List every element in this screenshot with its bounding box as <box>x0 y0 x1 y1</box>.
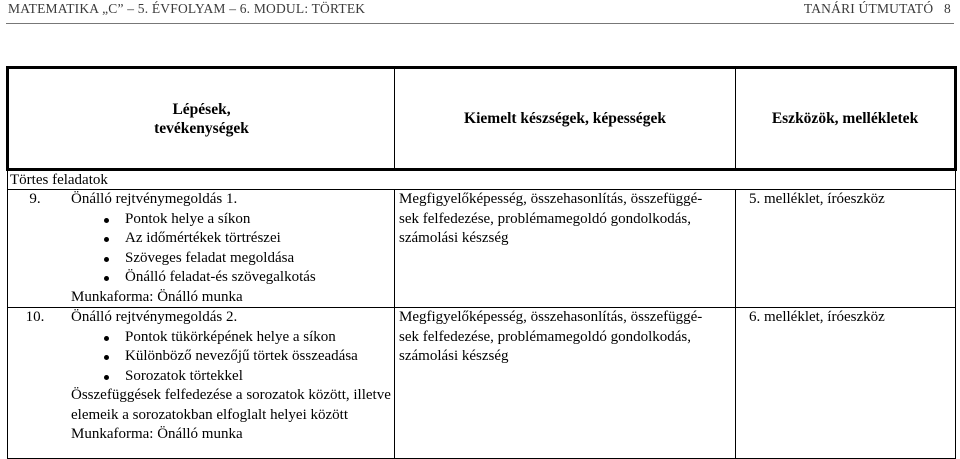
tools-cell: 5. melléklet, íróeszköz <box>736 190 956 308</box>
bullet-icon <box>104 257 109 262</box>
column-header-steps: Lépések, tevékenységek <box>8 68 395 170</box>
column-header-skills: Kiemelt készségek, képességek <box>395 68 736 170</box>
header-rule <box>6 23 954 24</box>
list-item: Sorozatok törtekkel <box>8 367 394 387</box>
table-row <box>8 308 956 459</box>
table-header-row <box>8 68 956 170</box>
task-title: Önálló rejtvénymegoldás 2. <box>71 309 238 325</box>
bullet-icon <box>104 237 109 242</box>
bullet-list <box>8 328 394 387</box>
work-form: Munkaforma: Önálló munka <box>71 288 243 305</box>
section-row <box>8 170 956 190</box>
list-item: Önálló feladat-és szövegalkotás <box>8 268 394 288</box>
running-header-right: TANÁRI ÚTMUTATÓ 8 <box>803 1 951 16</box>
list-item: Pontok tükörképének helye a síkon <box>8 328 394 348</box>
bullet-icon <box>104 355 109 360</box>
bullet-list <box>8 210 394 288</box>
tools-cell: 6. melléklet, íróeszköz <box>736 308 956 459</box>
steps-cell <box>8 308 395 459</box>
skills-cell: Megfigyelőképesség, összehasonlítás, összefüggé- sek felfedezése, problémamegoldó gondolkodás, számolási készség <box>395 308 736 459</box>
skills-cell: Megfigyelőképesség, összehasonlítás, összefüggé- sek felfedezése, problémamegoldó gondolkodás, számolási készség <box>395 190 736 308</box>
task-number: 9. <box>29 191 41 207</box>
list-item: Pontok helye a síkon <box>8 210 394 230</box>
lesson-plan-table <box>6 66 957 459</box>
work-form: Munkaforma: Önálló munka <box>71 426 243 442</box>
task-title: Önálló rejtvénymegoldás 1. <box>71 191 238 207</box>
steps-cell <box>8 190 395 308</box>
bullet-icon <box>104 375 109 380</box>
list-item: Az időmértékek törtrészei <box>8 229 394 249</box>
bullet-icon <box>104 336 109 341</box>
bullet-icon <box>104 276 109 281</box>
section-title: Törtes feladatok <box>8 170 956 190</box>
task-description: Összefüggések felfedezése a sorozatok között, illetve elemeik a sorozatokban elfoglalt helyei között <box>71 387 391 423</box>
task-number: 10. <box>25 309 45 325</box>
column-header-tools: Eszközök, mellékletek <box>736 68 956 170</box>
running-header-left: MATEMATIKA „C” – 5. ÉVFOLYAM – 6. MODUL: TÖRTEK <box>8 1 366 16</box>
list-item: Szöveges feladat megoldása <box>8 249 394 269</box>
table-row <box>8 190 956 308</box>
list-item: Különböző nevezőjű törtek összeadása <box>8 347 394 367</box>
bullet-icon <box>104 218 109 223</box>
